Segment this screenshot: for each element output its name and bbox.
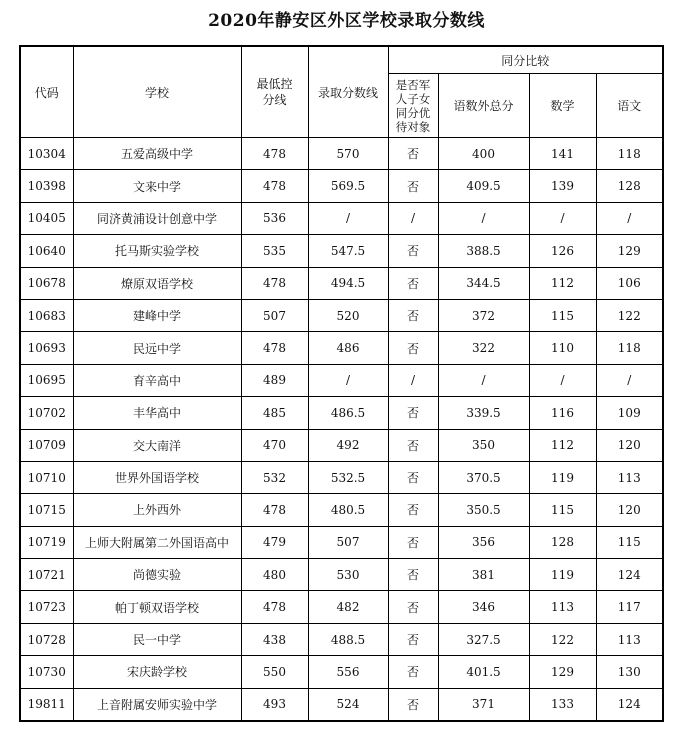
cell-admission-score: 547.5 [308,235,388,267]
cell-school: 同济黄浦设计创意中学 [73,202,241,234]
cell-min-control: 478 [241,332,308,364]
cell-min-control: 478 [241,591,308,623]
cell-min-control: 550 [241,656,308,688]
page-title: 2020年静安区外区学校录取分数线 [208,11,485,31]
cell-math: 139 [529,170,596,202]
cell-school: 宋庆龄学校 [73,656,241,688]
cell-total-score: 401.5 [438,656,529,688]
cell-math: 112 [529,267,596,299]
header-total-score: 语数外总分 [438,74,529,138]
cell-min-control: 485 [241,397,308,429]
cell-math: 112 [529,429,596,461]
table-row [20,332,663,364]
cell-math: / [529,364,596,396]
table-row [20,364,663,396]
cell-min-control: 535 [241,235,308,267]
cell-school: 上音附属安师实验中学 [73,688,241,721]
cell-school: 世界外国语学校 [73,461,241,493]
cell-admission-score: 556 [308,656,388,688]
cell-military-priority: 否 [388,397,438,429]
cell-admission-score: / [308,202,388,234]
cell-school: 五爱高级中学 [73,138,241,170]
cell-chinese: 117 [596,591,663,623]
cell-code: 10730 [20,656,73,688]
cell-admission-score: 494.5 [308,267,388,299]
cell-code: 10723 [20,591,73,623]
cell-math: / [529,202,596,234]
cell-admission-score: 482 [308,591,388,623]
table-row [20,526,663,558]
cell-school: 文来中学 [73,170,241,202]
cell-chinese: 115 [596,526,663,558]
header-math: 数学 [529,74,596,138]
table-row [20,267,663,299]
cell-math: 126 [529,235,596,267]
cell-admission-score: 530 [308,559,388,591]
table-row [20,461,663,493]
cell-math: 129 [529,656,596,688]
cell-total-score: 339.5 [438,397,529,429]
cell-min-control: 478 [241,494,308,526]
cell-chinese: 113 [596,623,663,655]
cell-school: 育辛高中 [73,364,241,396]
cell-military-priority: 否 [388,138,438,170]
cell-military-priority: 否 [388,461,438,493]
header-tie-comparison: 同分比较 [388,46,663,74]
cell-admission-score: 480.5 [308,494,388,526]
cell-math: 133 [529,688,596,721]
header-min-control: 最低控分线 [241,46,308,138]
cell-code: 10702 [20,397,73,429]
cell-chinese: / [596,202,663,234]
cell-code: 10719 [20,526,73,558]
cell-chinese: 128 [596,170,663,202]
cell-min-control: 507 [241,299,308,331]
cell-math: 141 [529,138,596,170]
cell-admission-score: / [308,364,388,396]
cell-school: 丰华高中 [73,397,241,429]
header-military-priority: 是否军人子女同分优待对象 [388,74,438,138]
cell-min-control: 438 [241,623,308,655]
cell-admission-score: 520 [308,299,388,331]
table-row [20,202,663,234]
cell-total-score: / [438,202,529,234]
cell-math: 116 [529,397,596,429]
cell-total-score: 400 [438,138,529,170]
cell-code: 10398 [20,170,73,202]
cell-total-score: 409.5 [438,170,529,202]
cell-school: 上师大附属第二外国语高中 [73,526,241,558]
cell-military-priority: 否 [388,591,438,623]
table-row [20,494,663,526]
cell-military-priority: 否 [388,235,438,267]
cell-code: 19811 [20,688,73,721]
cell-min-control: 478 [241,138,308,170]
cell-code: 10678 [20,267,73,299]
cell-min-control: 479 [241,526,308,558]
cell-total-score: 371 [438,688,529,721]
cell-total-score: 322 [438,332,529,364]
cell-min-control: 532 [241,461,308,493]
cell-military-priority: 否 [388,623,438,655]
cell-military-priority: 否 [388,170,438,202]
cell-chinese: 106 [596,267,663,299]
table-row [20,138,663,170]
table-row [20,623,663,655]
cell-school: 尚德实验 [73,559,241,591]
cell-math: 115 [529,494,596,526]
cell-military-priority: 否 [388,429,438,461]
cell-school: 交大南洋 [73,429,241,461]
cell-military-priority: / [388,202,438,234]
cell-min-control: 470 [241,429,308,461]
table-row [20,656,663,688]
cell-min-control: 493 [241,688,308,721]
cell-military-priority: 否 [388,526,438,558]
cell-total-score: 381 [438,559,529,591]
cell-math: 122 [529,623,596,655]
cell-math: 119 [529,559,596,591]
cell-school: 民远中学 [73,332,241,364]
cell-military-priority: / [388,364,438,396]
cell-chinese: 118 [596,138,663,170]
table-row [20,688,663,721]
cell-code: 10405 [20,202,73,234]
cell-admission-score: 507 [308,526,388,558]
cell-total-score: 370.5 [438,461,529,493]
cell-total-score: 327.5 [438,623,529,655]
cell-military-priority: 否 [388,494,438,526]
cell-chinese: 124 [596,559,663,591]
cell-military-priority: 否 [388,559,438,591]
cell-total-score: 372 [438,299,529,331]
table-row [20,170,663,202]
cell-code: 10640 [20,235,73,267]
cell-total-score: 344.5 [438,267,529,299]
cell-chinese: 118 [596,332,663,364]
cell-code: 10693 [20,332,73,364]
cell-math: 115 [529,299,596,331]
cell-military-priority: 否 [388,299,438,331]
cell-total-score: 346 [438,591,529,623]
cell-school: 帕丁顿双语学校 [73,591,241,623]
header-admission-score: 录取分数线 [308,46,388,138]
cell-total-score: / [438,364,529,396]
cell-school: 建峰中学 [73,299,241,331]
table-body [20,138,663,722]
header-school: 学校 [73,46,241,138]
cell-min-control: 480 [241,559,308,591]
cell-admission-score: 492 [308,429,388,461]
table-row [20,429,663,461]
cell-chinese: 109 [596,397,663,429]
cell-school: 民一中学 [73,623,241,655]
cell-school: 燎原双语学校 [73,267,241,299]
admission-score-table [19,45,664,722]
cell-code: 10695 [20,364,73,396]
table-row [20,299,663,331]
cell-min-control: 536 [241,202,308,234]
cell-school: 上外西外 [73,494,241,526]
cell-code: 10710 [20,461,73,493]
cell-military-priority: 否 [388,267,438,299]
cell-admission-score: 570 [308,138,388,170]
cell-admission-score: 532.5 [308,461,388,493]
table-row [20,397,663,429]
table-row [20,559,663,591]
cell-code: 10709 [20,429,73,461]
header-code: 代码 [20,46,73,138]
cell-math: 119 [529,461,596,493]
table-row [20,235,663,267]
cell-admission-score: 524 [308,688,388,721]
cell-code: 10721 [20,559,73,591]
cell-total-score: 350 [438,429,529,461]
cell-military-priority: 否 [388,656,438,688]
cell-admission-score: 488.5 [308,623,388,655]
cell-total-score: 350.5 [438,494,529,526]
cell-total-score: 356 [438,526,529,558]
cell-code: 10715 [20,494,73,526]
cell-min-control: 489 [241,364,308,396]
cell-chinese: 122 [596,299,663,331]
cell-chinese: / [596,364,663,396]
cell-chinese: 113 [596,461,663,493]
table-row [20,591,663,623]
cell-admission-score: 486 [308,332,388,364]
cell-chinese: 129 [596,235,663,267]
cell-chinese: 124 [596,688,663,721]
cell-military-priority: 否 [388,688,438,721]
cell-admission-score: 486.5 [308,397,388,429]
cell-chinese: 120 [596,494,663,526]
cell-min-control: 478 [241,267,308,299]
cell-admission-score: 569.5 [308,170,388,202]
cell-math: 110 [529,332,596,364]
cell-chinese: 130 [596,656,663,688]
cell-school: 托马斯实验学校 [73,235,241,267]
cell-code: 10304 [20,138,73,170]
cell-total-score: 388.5 [438,235,529,267]
header-chinese: 语文 [596,74,663,138]
cell-math: 128 [529,526,596,558]
cell-code: 10683 [20,299,73,331]
cell-code: 10728 [20,623,73,655]
cell-min-control: 478 [241,170,308,202]
cell-math: 113 [529,591,596,623]
cell-military-priority: 否 [388,332,438,364]
cell-chinese: 120 [596,429,663,461]
